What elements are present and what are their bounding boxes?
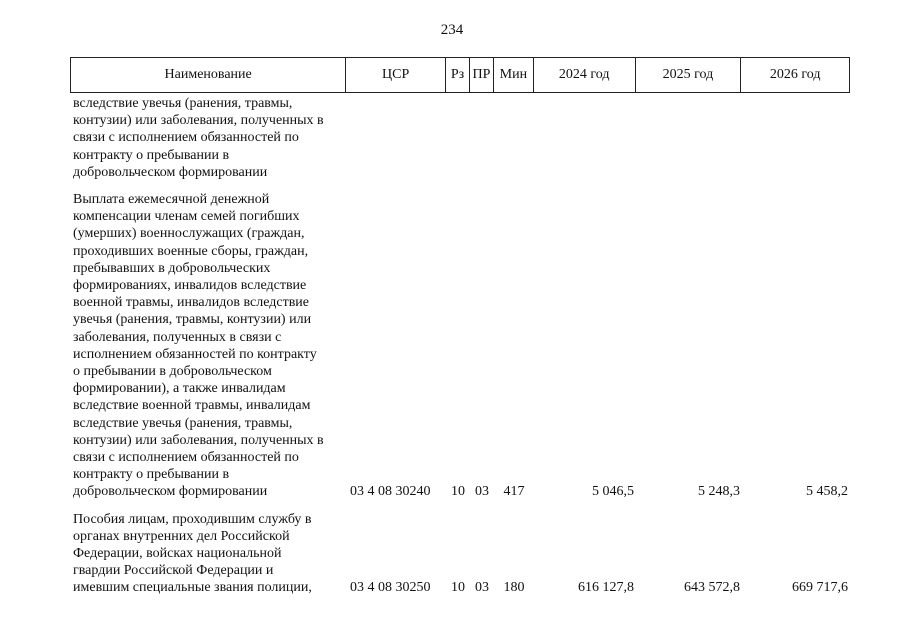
header-2025: 2025 год: [636, 58, 742, 92]
table-row: [70, 511, 850, 597]
row-pr: 03: [475, 580, 489, 596]
row-min: 417: [503, 484, 525, 500]
row-2024: 616 127,8: [578, 580, 634, 596]
row-csr: 03 4 08 30240: [350, 484, 431, 500]
header-2024: 2024 год: [534, 58, 636, 92]
row-2026: 5 458,2: [806, 484, 848, 500]
row-name: вследствие увечья (ранения, травмы, контузии) или заболевания, полученных в связи с исполнением обязанностей по контракту о пребывании в добровольческом формировании: [73, 96, 324, 180]
row-2024: 5 046,5: [592, 484, 634, 500]
row-2025: 643 572,8: [684, 580, 740, 596]
row-csr: 03 4 08 30250: [350, 580, 431, 596]
header-rz: Рз: [446, 58, 470, 92]
header-pr: ПР: [470, 58, 494, 92]
table-row: [70, 191, 850, 501]
row-name: Пособия лицам, проходившим службу в органах внутренних дел Российской Федерации, войсках национальной гвардии Российской Федерации и имевшим специальные звания полиции,: [73, 511, 312, 596]
table-body: [70, 95, 850, 597]
row-name: Выплата ежемесячной денежной компенсации членам семей погибших (умерших) военнослужащих (граждан, проходивших военные сборы, граждан, пребывавших в добровольческих формированиях, инвалидов вследствие военной травмы, инвалидов вследствие увечья (ранения, травмы, контузии) или заболевания, полученных в связи с исполнением обязанностей по контракту о пребывании в добровольческом формировании), а также инвалидам вследствие военной травмы, инвалидам вследствие увечья (ранения, травмы, контузии) или заболевания, полученных в связи с исполнением обязанностей по контракту о пребывании в добровольческом формировании: [73, 192, 324, 500]
header-csr: ЦСР: [346, 58, 446, 92]
row-rz: 10: [451, 580, 465, 596]
header-2026: 2026 год: [769, 67, 821, 82]
row-2026: 669 717,6: [792, 580, 848, 596]
row-pr: 03: [475, 484, 489, 500]
header-name: Наименование: [71, 58, 346, 92]
row-2025: 5 248,3: [698, 484, 740, 500]
table-header: [70, 57, 850, 93]
table-row: [70, 95, 850, 181]
row-rz: 10: [451, 484, 465, 500]
row-min: 180: [503, 580, 525, 596]
page-number: 234: [440, 22, 464, 38]
header-min: Мин: [494, 58, 534, 92]
